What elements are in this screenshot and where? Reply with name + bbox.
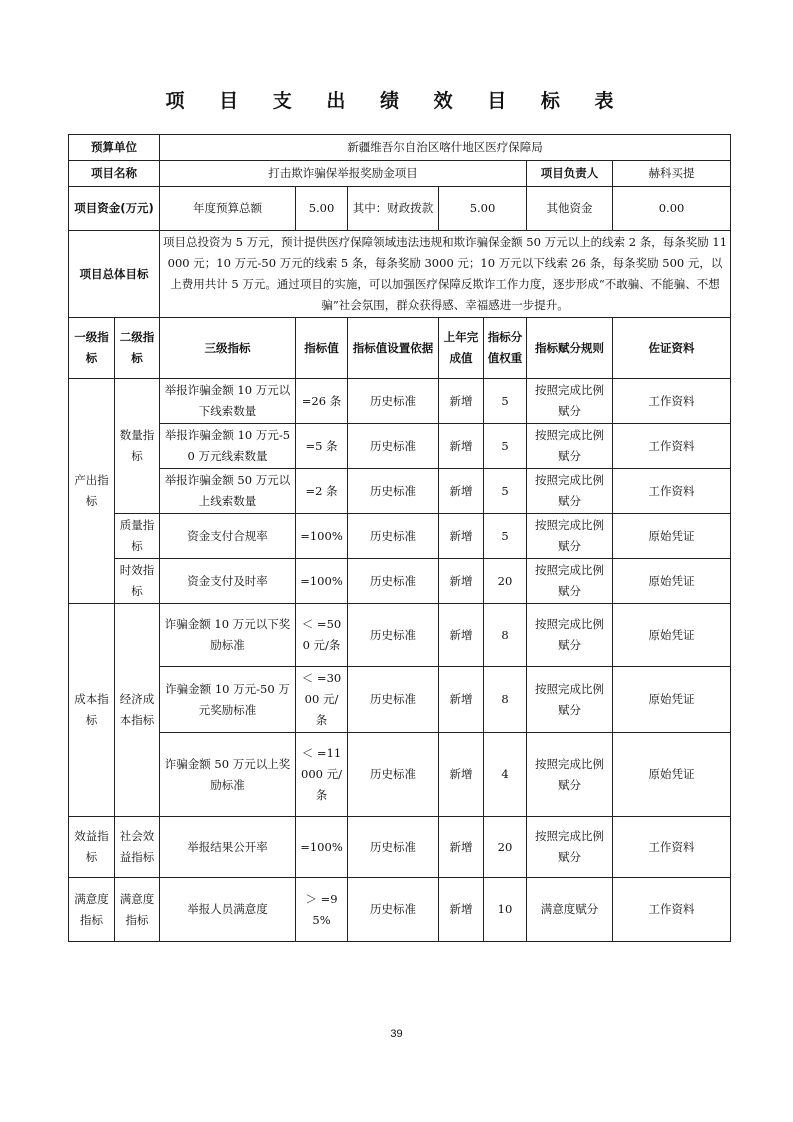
annual-budget-value: 5.00 [296, 187, 348, 231]
indicator-basis: 历史标准 [348, 878, 439, 942]
project-name-value: 打击欺诈骗保举报奖励金项目 [160, 161, 527, 187]
indicator-last-year: 新增 [439, 559, 484, 604]
col-level3: 三级指标 [160, 318, 296, 379]
indicator-weight: 5 [484, 514, 527, 559]
indicator-weight: 4 [484, 733, 527, 817]
indicator-last-year: 新增 [439, 514, 484, 559]
group-timeliness: 时效指标 [115, 559, 160, 604]
indicator-name: 诈骗金额 50 万元以上奖励标准 [160, 733, 296, 817]
indicator-value: =100% [296, 817, 348, 878]
indicator-basis: 历史标准 [348, 667, 439, 733]
indicator-evidence: 原始凭证 [613, 733, 731, 817]
indicator-last-year: 新增 [439, 424, 484, 469]
other-funds-value: 0.00 [613, 187, 731, 231]
indicator-weight: 5 [484, 424, 527, 469]
annual-budget-label: 年度预算总额 [160, 187, 296, 231]
indicator-evidence: 工作资料 [613, 424, 731, 469]
group-cost: 成本指标 [69, 604, 115, 817]
indicator-weight: 8 [484, 667, 527, 733]
col-weight: 指标分值权重 [484, 318, 527, 379]
indicator-rule: 按照完成比例赋分 [527, 469, 613, 514]
indicator-weight: 20 [484, 559, 527, 604]
indicator-value: =5 条 [296, 424, 348, 469]
overall-goal-label: 项目总体目标 [69, 231, 160, 318]
indicator-basis: 历史标准 [348, 469, 439, 514]
indicator-last-year: 新增 [439, 667, 484, 733]
indicator-name: 举报结果公开率 [160, 817, 296, 878]
group-economic-cost: 经济成本指标 [115, 604, 160, 817]
indicator-rule: 按照完成比例赋分 [527, 424, 613, 469]
col-basis: 指标值设置依据 [348, 318, 439, 379]
funds-label: 项目资金(万元) [69, 187, 160, 231]
indicator-rule: 按照完成比例赋分 [527, 733, 613, 817]
indicator-name: 诈骗金额 10 万元-50 万元奖励标准 [160, 667, 296, 733]
indicator-basis: 历史标准 [348, 604, 439, 667]
group-social-benefit: 社会效益指标 [115, 817, 160, 878]
group-satisfaction-sub: 满意度指标 [115, 878, 160, 942]
indicator-evidence: 原始凭证 [613, 604, 731, 667]
indicator-basis: 历史标准 [348, 817, 439, 878]
project-name-label: 项目名称 [69, 161, 160, 187]
indicator-basis: 历史标准 [348, 424, 439, 469]
indicator-weight: 20 [484, 817, 527, 878]
indicator-last-year: 新增 [439, 817, 484, 878]
indicator-name: 举报诈骗金额 50 万元以上线索数量 [160, 469, 296, 514]
group-benefit: 效益指标 [69, 817, 115, 878]
indicator-rule: 满意度赋分 [527, 878, 613, 942]
indicator-basis: 历史标准 [348, 514, 439, 559]
indicator-name: 举报人员满意度 [160, 878, 296, 942]
indicator-last-year: 新增 [439, 733, 484, 817]
project-leader-label: 项目负责人 [527, 161, 613, 187]
indicator-weight: 10 [484, 878, 527, 942]
indicator-basis: 历史标准 [348, 559, 439, 604]
indicator-name: 举报诈骗金额 10 万元以下线索数量 [160, 379, 296, 424]
performance-table [68, 134, 731, 942]
indicator-name: 资金支付合规率 [160, 514, 296, 559]
indicator-rule: 按照完成比例赋分 [527, 667, 613, 733]
indicator-basis: 历史标准 [348, 379, 439, 424]
indicator-rule: 按照完成比例赋分 [527, 514, 613, 559]
fiscal-value: 5.00 [439, 187, 527, 231]
indicator-evidence: 工作资料 [613, 817, 731, 878]
page-number: 39 [390, 1028, 403, 1040]
col-value: 指标值 [296, 318, 348, 379]
indicator-weight: 8 [484, 604, 527, 667]
col-level2: 二级指标 [115, 318, 160, 379]
other-funds-label: 其他资金 [527, 187, 613, 231]
indicator-value: =2 条 [296, 469, 348, 514]
group-quantity: 数量指标 [115, 379, 160, 514]
indicator-value: =100% [296, 559, 348, 604]
indicator-rule: 按照完成比例赋分 [527, 817, 613, 878]
group-quality: 质量指标 [115, 514, 160, 559]
overall-goal-text: 项目总投资为 5 万元，预计提供医疗保障领域违法违规和欺诈骗保金额 50 万元以上的线索 2 条，每条奖励 11000 元；10 万元-50 万元的线索 5 条，每条奖励 3000 元；10 万元以下线索 26 条，每条奖励 500 元，以上费用共计 5 万元。通过项目的实施，可以加强医疗保障反欺诈工作力度，逐步形成“不敢骗、不能骗、不想骗”社会氛围，群众获得感、幸福感进一步提升。 [160, 231, 731, 318]
indicator-value: =100% [296, 514, 348, 559]
indicator-evidence: 工作资料 [613, 878, 731, 942]
budget-unit-label: 预算单位 [69, 135, 160, 161]
indicator-last-year: 新增 [439, 878, 484, 942]
indicator-value: ＜ =3000 元/条 [296, 667, 348, 733]
indicator-rule: 按照完成比例赋分 [527, 379, 613, 424]
indicator-last-year: 新增 [439, 379, 484, 424]
page-title: 项 目 支 出 绩 效 目 标 表 [165, 90, 628, 112]
col-level1: 一级指标 [69, 318, 115, 379]
indicator-name: 资金支付及时率 [160, 559, 296, 604]
col-rule: 指标赋分规则 [527, 318, 613, 379]
indicator-rule: 按照完成比例赋分 [527, 559, 613, 604]
indicator-evidence: 工作资料 [613, 379, 731, 424]
indicator-name: 诈骗金额 10 万元以下奖励标准 [160, 604, 296, 667]
indicator-evidence: 原始凭证 [613, 514, 731, 559]
group-satisfaction: 满意度指标 [69, 878, 115, 942]
indicator-evidence: 工作资料 [613, 469, 731, 514]
indicator-value: ＞ =95% [296, 878, 348, 942]
col-last-year: 上年完成值 [439, 318, 484, 379]
indicator-value: ＜ =500 元/条 [296, 604, 348, 667]
group-output: 产出指标 [69, 379, 115, 604]
indicator-last-year: 新增 [439, 469, 484, 514]
budget-unit-value: 新疆维吾尔自治区喀什地区医疗保障局 [160, 135, 731, 161]
indicator-value: ＜ =11000 元/条 [296, 733, 348, 817]
col-evidence: 佐证资料 [613, 318, 731, 379]
project-leader-value: 赫科买提 [613, 161, 731, 187]
indicator-weight: 5 [484, 379, 527, 424]
indicator-value: =26 条 [296, 379, 348, 424]
indicator-rule: 按照完成比例赋分 [527, 604, 613, 667]
indicator-name: 举报诈骗金额 10 万元-50 万元线索数量 [160, 424, 296, 469]
fiscal-label: 其中：财政拨款 [348, 187, 439, 231]
indicator-evidence: 原始凭证 [613, 667, 731, 733]
indicator-basis: 历史标准 [348, 733, 439, 817]
indicator-evidence: 原始凭证 [613, 559, 731, 604]
indicator-last-year: 新增 [439, 604, 484, 667]
indicator-weight: 5 [484, 469, 527, 514]
